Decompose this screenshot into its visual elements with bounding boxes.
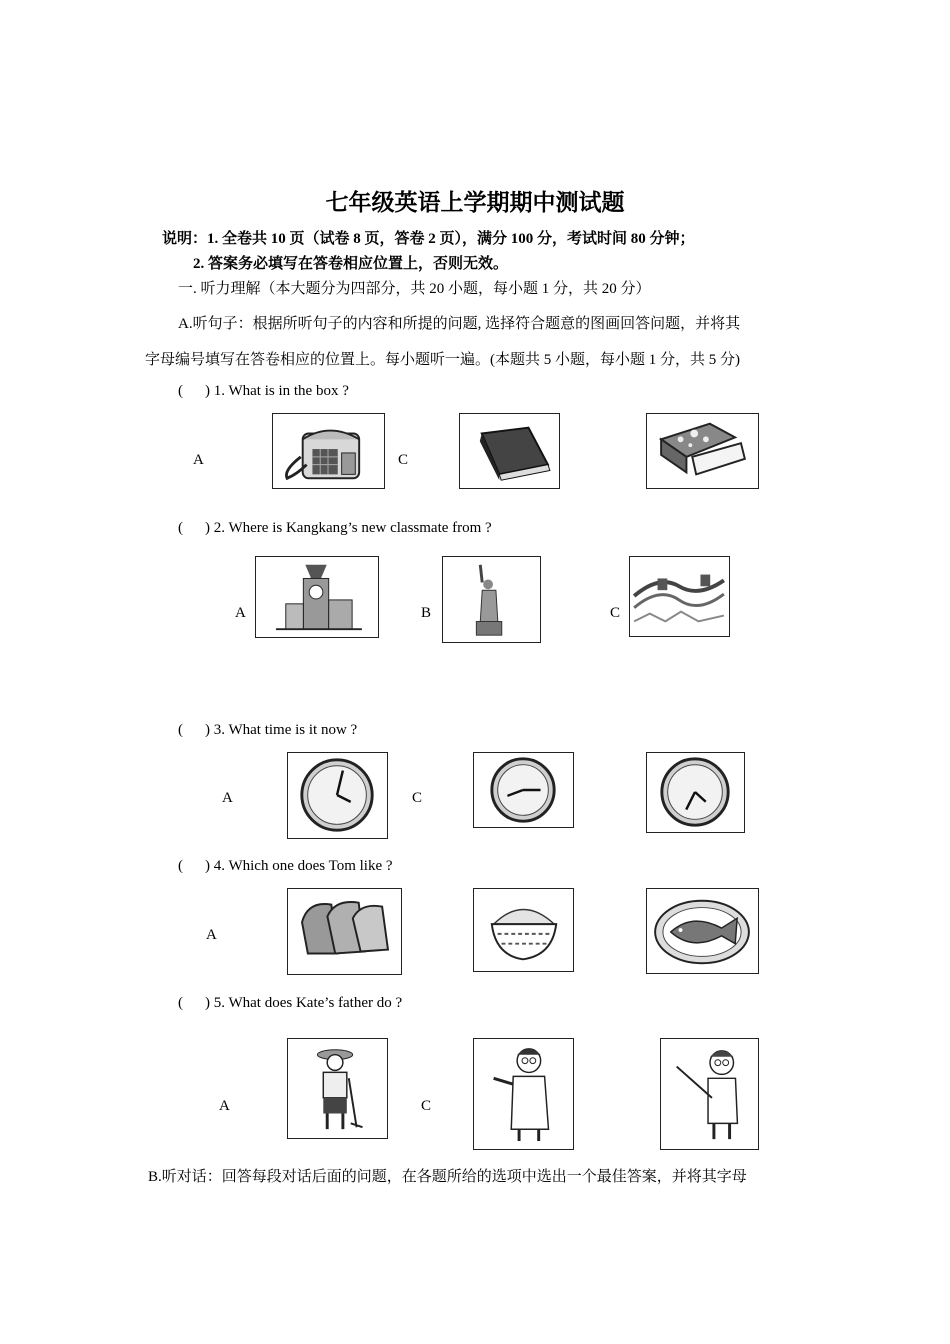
part-a-instructions-1: A.听句子：根据所听句子的内容和所提的问题, 选择符合题意的图画回答问题，并将其 [178,316,741,332]
option-label-c: C [610,605,621,621]
question-2 [178,520,492,537]
question-text: 4. Which one does Tom like ? [213,858,393,874]
book-image [459,413,560,489]
notes-line-1: 说明：1. 全卷共 10 页（试卷 8 页，答卷 2 页），满分 100 分，考试时间 80 分钟； [162,231,695,247]
school-bag-icon [273,414,384,488]
answer-blank-open: ( [178,383,183,399]
answer-blank-close: ) [205,383,210,399]
option-label-c: C [398,452,409,468]
question-text: 1. What is in the box ? [213,383,349,399]
option-label-a: A [219,1098,230,1114]
rice-icon [474,889,573,971]
answer-blank-open: ( [178,858,183,874]
big-ben-icon [256,557,378,637]
big-ben-image [255,556,379,638]
clock-icon [288,753,387,838]
answer-blank-close: ) [205,722,210,738]
page-title: 七年级英语上学期期中测试题 [325,190,625,215]
statue-of-liberty-image [442,556,541,643]
teacher-image [660,1038,759,1150]
fish-image [646,888,759,974]
question-4 [178,858,393,875]
option-label-b: B [421,605,432,621]
part-b-instructions-1: B.听对话：回答每段对话后面的问题，在各题所给的选项中选出一个最佳答案，并将其字母 [148,1169,747,1185]
statue-of-liberty-icon [443,557,540,642]
section-1-heading: 一. 听力理解（本大题分为四部分，共 20 小题，每小题 1 分，共 20 分） [178,281,651,297]
clock-image-c [646,752,745,833]
fish-icon [647,889,758,973]
great-wall-image [629,556,730,637]
clock-image-b [473,752,574,828]
question-1 [178,383,349,400]
option-label-c: C [421,1098,432,1114]
answer-blank-open: ( [178,995,183,1011]
great-wall-icon [630,557,729,636]
doctor-image [473,1038,574,1150]
question-5 [178,995,402,1012]
teacher-icon [661,1039,758,1149]
question-3 [178,722,357,739]
pencil-box-icon [647,414,758,488]
option-label-a: A [193,452,204,468]
answer-blank-close: ) [205,520,210,536]
answer-blank-close: ) [205,995,210,1011]
book-icon [460,414,559,488]
clock-icon [474,753,573,827]
farmer-image [287,1038,388,1139]
question-text: 3. What time is it now ? [213,722,358,738]
bread-icon [288,889,401,974]
clock-icon [647,753,744,832]
option-label-a: A [206,927,217,943]
option-label-c: C [412,790,423,806]
doctor-icon [474,1039,573,1149]
school-bag-image [272,413,385,489]
answer-blank-open: ( [178,722,183,738]
rice-image [473,888,574,972]
question-text: 2. Where is Kangkang’s new classmate from ? [213,520,492,536]
option-label-a: A [235,605,246,621]
clock-image-a [287,752,388,839]
pencil-box-image [646,413,759,489]
farmer-icon [288,1039,387,1138]
answer-blank-close: ) [205,858,210,874]
part-a-instructions-2: 字母编号填写在答卷相应的位置上。每小题听一遍。(本题共 5 小题，每小题 1 分，共 5 分) [145,352,740,368]
answer-blank-open: ( [178,520,183,536]
option-label-a: A [222,790,233,806]
question-text: 5. What does Kate’s father do ? [213,995,403,1011]
bread-image [287,888,402,975]
notes-line-2: 2. 答案务必填写在答卷相应位置上，否则无效。 [193,256,509,272]
